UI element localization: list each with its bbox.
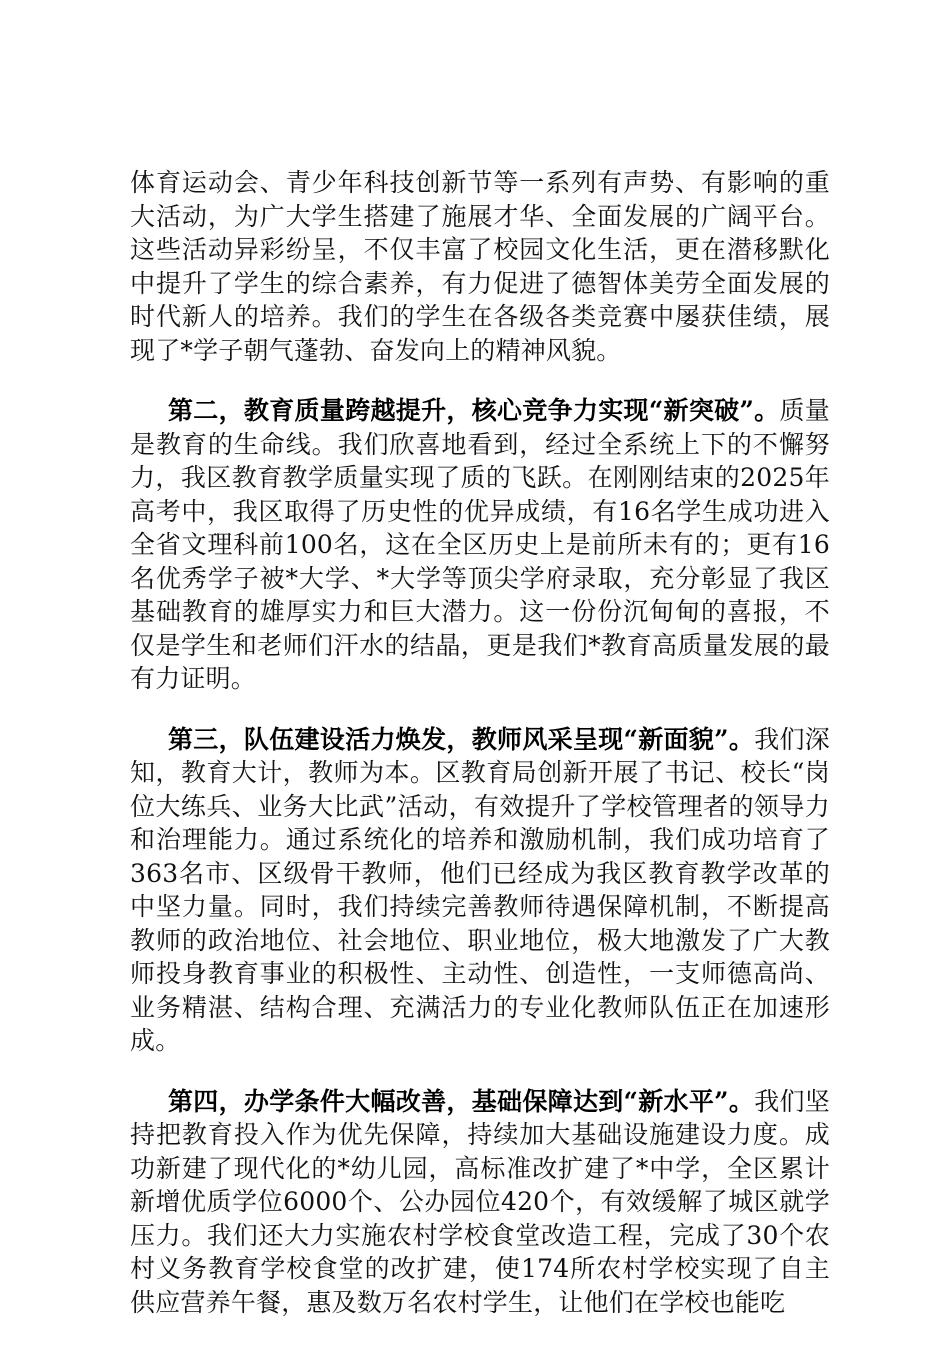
document-page [130, 166, 830, 1346]
paragraph-continuation [130, 166, 830, 367]
paragraph-body: 我们深知，教育大计，教师为本。区教育局创新开展了书记、校长“岗位大练兵、业务大比武”活动，有效提升了学校管理者的领导力和治理能力。通过系统化的培养和激励机制，我们成功培育了363名市、区级骨干教师，他们已经成为我区教育教学改革的中坚力量。同时，我们持续完善教师待遇保障机制，不断提高教师的政治地位、社会地位、职业地位，极大地激发了广大教师投身教育事业的积极性、主动性、创造性，一支师德高尚、业务精湛、结构合理、充满活力的专业化教师队伍正在加速形成。 [130, 724, 831, 1055]
paragraph-heading: 第三，队伍建设活力焕发，教师风采呈现“新面貌”。 [168, 724, 755, 754]
paragraph-body: 体育运动会、青少年科技创新节等一系列有声势、有影响的重大活动，为广大学生搭建了施展才华、全面发展的广阔平台。这些活动异彩纷呈，不仅丰富了校园文化生活，更在潜移默化中提升了学生的综合素养，有力促进了德智体美劳全面发展的时代新人的培养。我们的学生在各级各类竞赛中屡获佳绩，展现了*学子朝气蓬勃、奋发向上的精神风貌。 [130, 168, 830, 365]
paragraph-school-conditions [130, 1085, 830, 1320]
paragraph-heading: 第二，教育质量跨越提升，核心竞争力实现“新突破”。 [168, 396, 780, 425]
paragraph-body: 我们坚持把教育投入作为优先保障，持续加大基础设施建设力度。成功新建了现代化的*幼儿园，高标准改扩建了*中学，全区累计新增优质学位6000个、公办园位420个，有效缓解了城区就学压力。我们还大力实施农村学校食堂改造工程，完成了30个农村义务教育学校食堂的改扩建，使174所农村学校实现了自主供应营养午餐，惠及数万名农村学生，让他们在学校也能吃 [130, 1086, 831, 1317]
paragraph-heading: 第四，办学条件大幅改善，基础保障达到“新水平”。 [168, 1086, 755, 1116]
paragraph-body: 质量是教育的生命线。我们欣喜地看到，经过全系统上下的不懈努力，我区教育教学质量实现了质的飞跃。在刚刚结束的2025年高考中，我区取得了历史性的优异成绩，有16名学生成功进入全省文理科前100名，这在全区历史上是前所未有的；更有16名优秀学子被*大学、*大学等顶尖学府录取，充分彰显了我区基础教育的雄厚实力和巨大潜力。这一份份沉甸甸的喜报，不仅是学生和老师们汗水的结晶，更是我们*教育高质量发展的最有力证明。 [130, 396, 830, 693]
paragraph-teacher-team [130, 723, 830, 1058]
paragraph-education-quality [130, 394, 830, 696]
